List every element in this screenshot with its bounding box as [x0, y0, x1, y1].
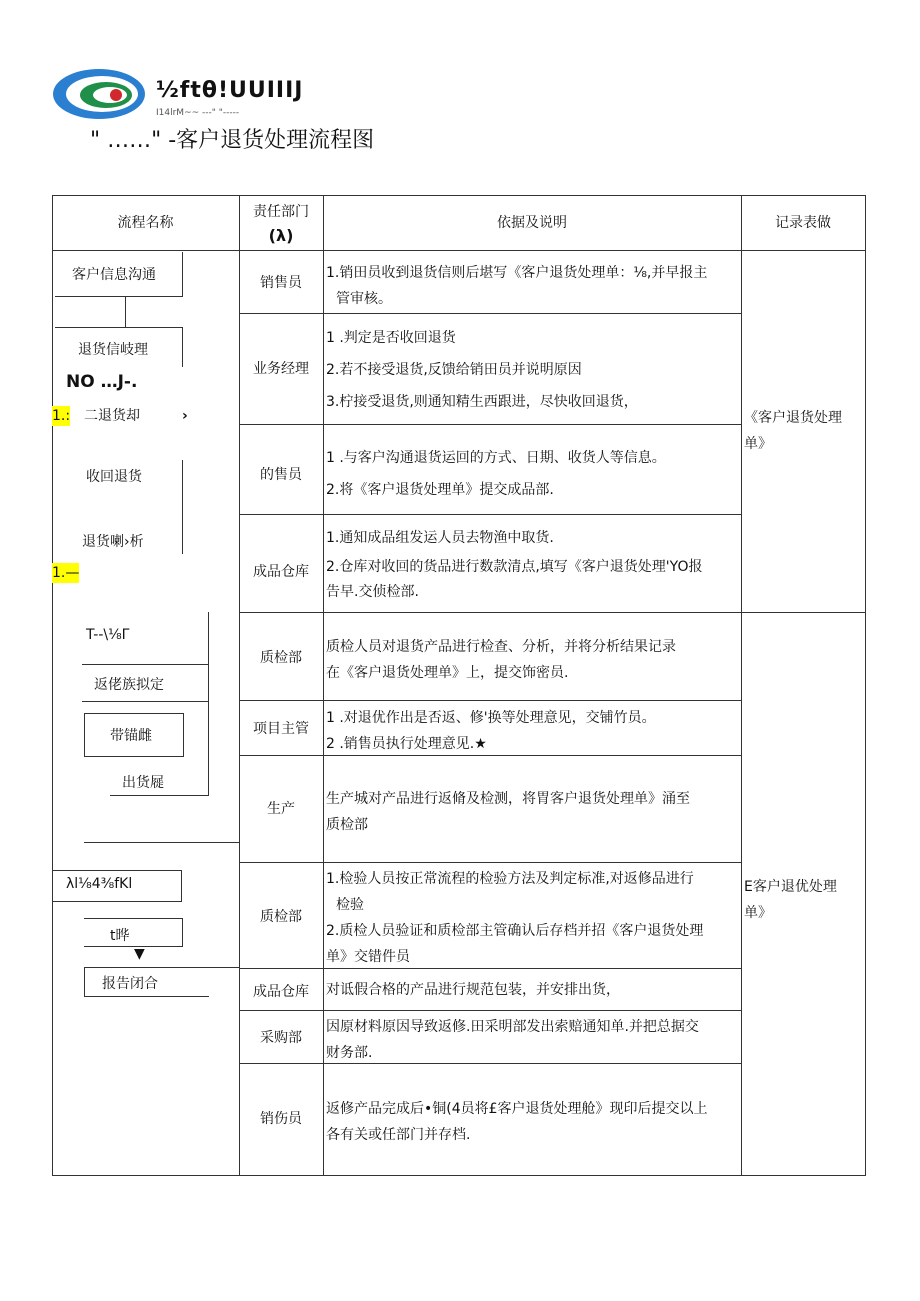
- record-1-line-1: 《客户退货处理: [744, 410, 842, 426]
- basis-row-11-line-2: 各有关或任部门并存档.: [326, 1127, 471, 1143]
- record-1: [744, 405, 864, 457]
- flow-box-10: λl⅛4⅜fKl: [66, 876, 133, 892]
- dept-row-8: 质检部: [260, 909, 302, 925]
- page-title: " ……" -客户退货处理流程图: [90, 128, 375, 153]
- flow-box-report-close: 报告闭合: [102, 976, 158, 992]
- dept-row-10: 采购部: [260, 1030, 302, 1046]
- basis-row-8: [326, 866, 740, 970]
- basis-row-1-line-1: 1.销田员收到退货信则后堪写《客户退货处理单：⅛,并早报主: [326, 265, 708, 281]
- company-name-text: ½ftθ!UUIIIJ: [156, 78, 304, 103]
- basis-row-8-line-3: 2.质检人员验证和质检部主管确认后存档并招《客户退货处理: [326, 923, 704, 939]
- basis-row-2-line-3: 3.柠接受退货,则通知精生西跟进，尽快收回退货，: [326, 394, 638, 410]
- basis-row-2-line-1: 1 .判定是否收回退货: [326, 330, 456, 346]
- flow-box-6: T--\⅛Γ: [86, 627, 130, 643]
- company-logo: [52, 68, 146, 120]
- basis-row-1-line-2: 管审核。: [336, 291, 392, 307]
- flow-box-return-confirm: 二退货却: [84, 408, 140, 424]
- record-2-line-2: 单》: [744, 905, 772, 921]
- basis-row-10: [326, 1014, 740, 1066]
- basis-row-3-line-2: 2.将《客户退货处理单》提交成品部.: [326, 482, 554, 498]
- dept-row-7: 生产: [267, 801, 295, 817]
- basis-row-7-line-2: 质检部: [326, 817, 368, 833]
- basis-row-6-line-2: 2 .销售员执行处理意见.★: [326, 736, 487, 752]
- basis-row-4-line-1: 1.通知成品组发运人员去物渔中取货.: [326, 530, 554, 546]
- basis-row-4-line-2: 2.仓库对收回的货品进行数款清点,填写《客户退货处理'YO报: [326, 559, 703, 575]
- dept-row-6: 项目主管: [253, 721, 309, 737]
- dept-row-3: 的售员: [260, 467, 302, 483]
- basis-row-6-line-1: 1 .对退优作出是否返、修'换等处理意见，交铺竹员。: [326, 710, 656, 726]
- basis-row-4: [326, 522, 740, 604]
- basis-row-4-line-3: 告早.交侦检部.: [326, 584, 419, 600]
- basis-row-10-line-2: 财务部.: [326, 1045, 373, 1061]
- flow-box-rework-plan: 返佬族拟定: [94, 677, 164, 693]
- basis-row-7-line-1: 生产城对产品进行返脩及检测，将胃客户退货处理单》涌至: [326, 791, 690, 807]
- dept-row-9: 成品仓库: [253, 984, 309, 1000]
- basis-row-1: [326, 260, 740, 312]
- flow-no-label: NO …J-.: [66, 372, 138, 392]
- record-1-line-2: 单》: [744, 436, 772, 452]
- basis-row-5-line-2: 在《客户退货处理单》上，提交饰密员.: [326, 665, 569, 681]
- flow-box-collect-return: 收回退货: [86, 469, 142, 485]
- dept-row-5: 质检部: [260, 650, 302, 666]
- header-dept-sub: (λ): [268, 226, 294, 245]
- flow-box-11: t晔: [110, 928, 130, 944]
- basis-row-9: [326, 977, 740, 1003]
- flow-box-shipment: 出货屣: [122, 775, 164, 791]
- header-record: 记录表做: [775, 215, 831, 231]
- flow-mark-1: 1.:: [52, 408, 71, 424]
- basis-row-8-line-4: 单》交错件员: [326, 949, 410, 965]
- header-dept: 责任部门: [253, 204, 309, 220]
- flow-box-customer-communication: 客户信息沟通: [72, 267, 156, 283]
- basis-row-7: [326, 786, 740, 838]
- dept-row-4: 成品仓库: [253, 564, 309, 580]
- flow-arrow-right-icon: ›: [182, 408, 188, 424]
- flow-box-8: 带锚雌: [110, 728, 152, 744]
- flow-box-return-analysis: 退货喇›析: [82, 534, 144, 550]
- record-2-line-1: E客户退优处理: [744, 879, 837, 895]
- basis-row-3: [326, 442, 740, 506]
- dept-row-2: 业务经理: [253, 361, 309, 377]
- dept-row-1: 销售员: [260, 275, 302, 291]
- flow-arrow-down-icon: ▼: [134, 946, 145, 962]
- flow-mark-2: 1.—: [52, 565, 80, 581]
- basis-row-5: [326, 634, 740, 686]
- header-process: 流程名称: [117, 215, 174, 231]
- company-sub-text: I14lrM~~ ---" "-----: [156, 108, 240, 118]
- header-basis: 依据及说明: [497, 215, 567, 231]
- basis-row-5-line-1: 质检人员对退货产品进行检查、分析，并将分析结果记录: [326, 639, 676, 655]
- basis-row-3-line-1: 1 .与客户沟通退货运回的方式、日期、收货人等信息。: [326, 450, 666, 466]
- basis-row-6: [326, 705, 740, 757]
- basis-row-8-line-1: 1.检验人员按正常流程的检验方法及判定标准,对返修品进行: [326, 871, 694, 887]
- flow-box-return-info: 退货信岐理: [78, 342, 148, 358]
- basis-row-2: [326, 322, 740, 418]
- basis-row-2-line-2: 2.若不接受退货,反馈给销田员并说明原因: [326, 362, 582, 378]
- dept-row-11: 销伤员: [260, 1111, 302, 1127]
- basis-row-8-line-2: 检验: [336, 897, 364, 913]
- basis-row-11-line-1: 返修产品完成后•铜(4员将£客户退货处理舱》现印后提交以上: [326, 1101, 708, 1117]
- basis-row-10-line-1: 因原材料原因导致返修.田采明部发出索赔通知单.并把总据交: [326, 1019, 699, 1035]
- record-2: [744, 874, 864, 926]
- basis-row-11: [326, 1096, 740, 1148]
- basis-row-9-line-1: 对诋假合格的产品进行规范包装，并安排出货，: [326, 982, 620, 998]
